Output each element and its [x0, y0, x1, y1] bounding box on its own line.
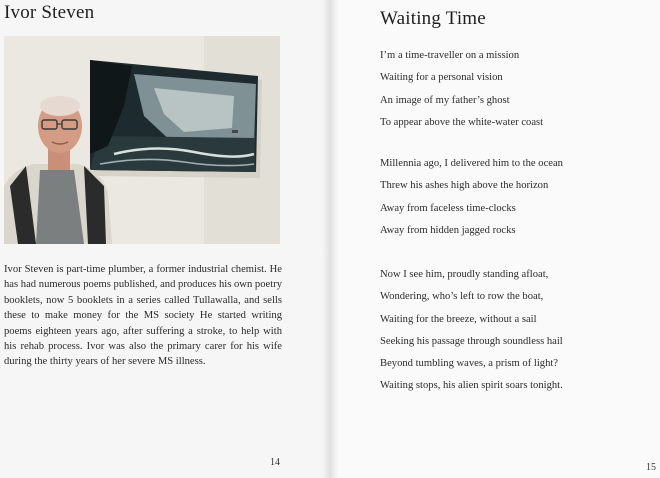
poem-line: Now I see him, proudly standing afloat, — [380, 269, 549, 280]
poem-line: I’m a time-traveller on a mission — [380, 50, 520, 61]
author-biography: Ivor Steven is part-time plumber, a former industrial chemist. He has had numerous poems published, and produces his own poetry booklets, now 5 booklets in a series called Tullawalla, and sells these to make money for the MS society He started writing poems eighteen years ago, after suffering a stroke, to help with his rehab process. Ivor was also the primary carer for his wife during the thirty years of her severe MS illness. — [4, 264, 282, 368]
poem-stanza-2 — [380, 153, 563, 242]
right-page — [330, 0, 660, 478]
book-gutter — [322, 0, 338, 478]
poem-title: Waiting Time — [380, 8, 486, 29]
poem-line: Waiting for the breeze, without a sail — [380, 313, 537, 325]
page-number-right: 15 — [646, 462, 656, 473]
poem-stanza-1 — [380, 45, 543, 134]
page-number-left: 14 — [270, 457, 280, 468]
poem-line: Beyond tumbling waves, a prism of light? — [380, 358, 559, 370]
poem-line: Away from hidden jagged rocks — [380, 224, 516, 236]
poem-line: Threw his ashes high above the horizon — [380, 180, 549, 192]
seascape-painting — [90, 60, 258, 172]
poem-line: Wondering, who’s left to row the boat, — [380, 291, 544, 303]
poem-line: Seeking his passage through soundless hail — [380, 335, 563, 347]
author-name-heading: Ivor Steven — [4, 2, 95, 23]
poem-line: Millennia ago, I delivered him to the ocean — [380, 158, 563, 169]
poem-line: Waiting stops, his alien spirit soars tonight. — [380, 380, 563, 392]
poem-line: Waiting for a personal vision — [380, 72, 503, 84]
poem-stanza-3 — [380, 264, 563, 398]
poem-line: Away from faceless time-clocks — [380, 202, 516, 214]
author-photo — [4, 36, 280, 244]
poem-line: An image of my father’s ghost — [380, 94, 510, 106]
poem-line: To appear above the white-water coast — [380, 116, 544, 128]
